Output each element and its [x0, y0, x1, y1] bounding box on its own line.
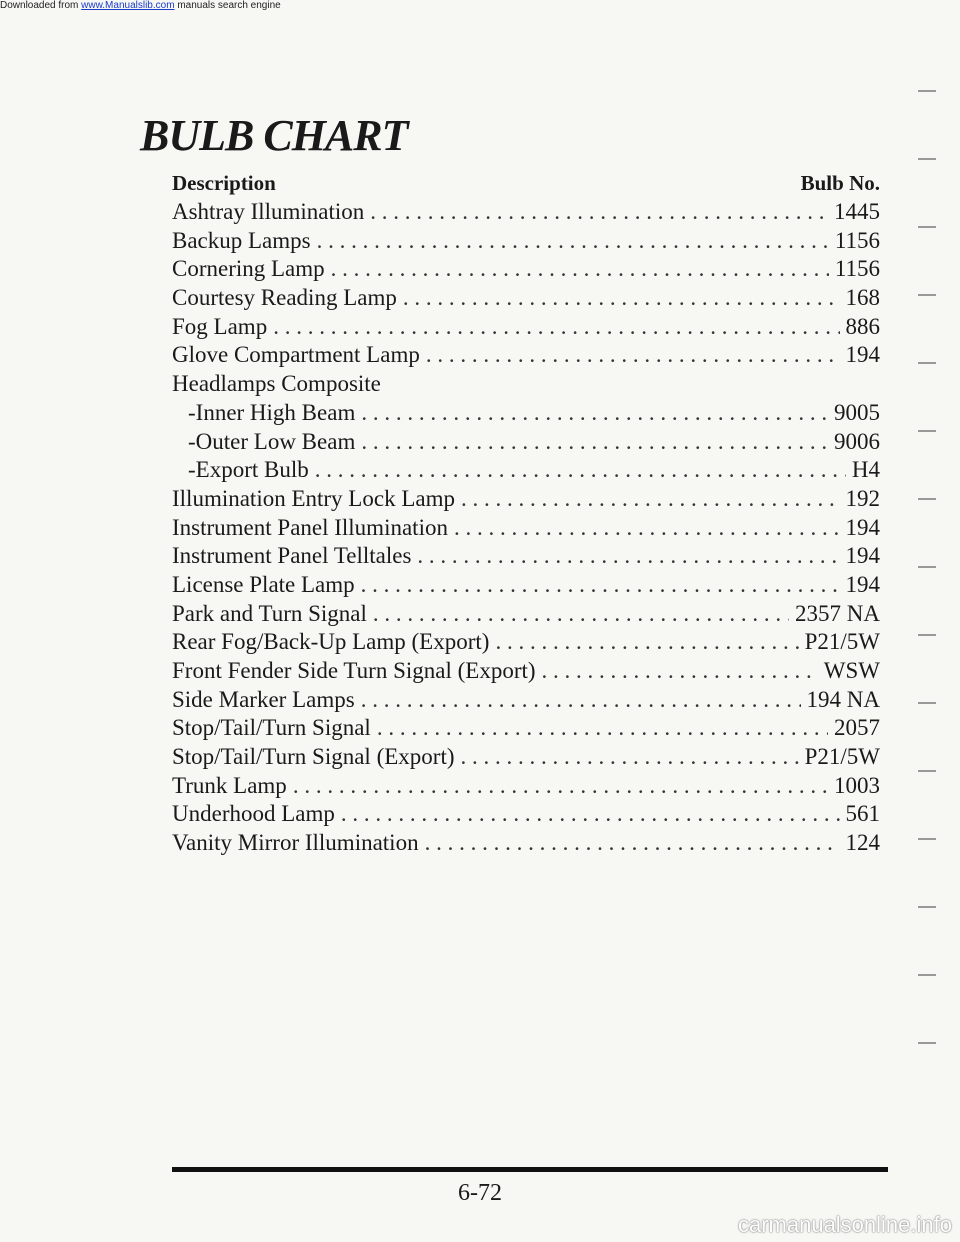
download-suffix: manuals search engine [177, 0, 281, 11]
dot-leader [542, 657, 818, 686]
row-bulb-number: 886 [845, 313, 880, 339]
table-row [172, 714, 880, 743]
dot-leader [373, 600, 789, 629]
row-description: Underhood Lamp [172, 801, 335, 827]
manualslib-link[interactable]: www.Manualslib.com [81, 0, 175, 11]
table-row [172, 255, 880, 284]
row-description: Front Fender Side Turn Signal (Export) [172, 658, 536, 683]
row-bulb-number: 1003 [834, 772, 880, 798]
dot-leader [331, 255, 829, 284]
row-bulb-number: P21/5W [804, 629, 880, 655]
footer-rule [172, 1167, 888, 1172]
row-description: Fog Lamp [172, 313, 268, 339]
dot-leader [377, 714, 828, 743]
row-bulb-number: 9006 [834, 428, 880, 454]
download-source-line [0, 0, 281, 11]
table-row [172, 772, 880, 801]
dot-leader [361, 686, 801, 715]
table-row [172, 600, 880, 629]
download-prefix: Downloaded from [0, 0, 79, 11]
dot-leader [315, 456, 846, 485]
row-description: Instrument Panel Illumination [172, 514, 448, 540]
bulb-chart-table [172, 168, 880, 858]
row-description: Side Marker Lamps [172, 686, 355, 712]
dot-leader [461, 743, 799, 772]
margin-marks [918, 90, 948, 1110]
row-bulb-number: 168 [845, 285, 880, 311]
row-description: Ashtray Illumination [172, 199, 365, 224]
description-column-header: Description [172, 171, 276, 195]
dot-leader [461, 485, 840, 514]
row-bulb-number: 2057 [834, 715, 880, 741]
page-number: 6-72 [458, 1180, 502, 1206]
row-description: Illumination Entry Lock Lamp [172, 485, 455, 511]
row-bulb-number: 194 [845, 514, 880, 540]
row-bulb-number: 194 [845, 342, 880, 368]
table-row [172, 743, 880, 772]
dot-leader [273, 313, 839, 342]
dot-leader [361, 428, 828, 457]
dot-leader [495, 628, 798, 657]
table-row [172, 485, 880, 514]
row-bulb-number: 1445 [834, 199, 880, 224]
row-description: Park and Turn Signal [172, 600, 367, 626]
row-description: Cornering Lamp [172, 256, 325, 282]
table-row [172, 542, 880, 571]
row-bulb-number: 194 [845, 543, 880, 569]
table-row [172, 313, 880, 342]
row-description: -Outer Low Beam [188, 428, 356, 454]
table-row [172, 628, 880, 657]
table-row [172, 399, 880, 428]
row-bulb-number: 194 NA [806, 686, 880, 712]
dot-leader [361, 399, 828, 428]
row-description: Vanity Mirror Illumination [172, 830, 419, 856]
table-row [172, 341, 880, 370]
row-bulb-number: 124 [845, 830, 880, 856]
page-title: BULB CHART [140, 111, 408, 160]
row-bulb-number: WSW [823, 658, 880, 683]
dot-leader [370, 198, 828, 227]
row-description: Courtesy Reading Lamp [172, 285, 397, 311]
row-description: Stop/Tail/Turn Signal (Export) [172, 744, 455, 770]
row-description: -Inner High Beam [188, 399, 356, 425]
table-row [172, 657, 880, 686]
bulb-number-column-header: Bulb No. [800, 171, 880, 195]
row-bulb-number: P21/5W [804, 744, 880, 770]
table-row [172, 198, 880, 227]
row-description: Stop/Tail/Turn Signal [172, 715, 371, 741]
row-description: Headlamps Composite [172, 371, 381, 397]
dot-leader [426, 341, 840, 370]
row-bulb-number: 1156 [834, 227, 880, 253]
table-row [172, 571, 880, 600]
row-description: Backup Lamps [172, 227, 311, 253]
row-description: Rear Fog/Back-Up Lamp (Export) [172, 629, 490, 655]
dot-leader [403, 284, 840, 313]
row-bulb-number: H4 [851, 457, 880, 483]
table-header [172, 168, 880, 198]
row-description: Glove Compartment Lamp [172, 342, 420, 368]
dot-leader [425, 829, 840, 858]
dot-leader [417, 542, 839, 571]
dot-leader [454, 514, 840, 543]
row-bulb-number: 9005 [834, 399, 880, 425]
dot-leader [317, 227, 829, 256]
table-row [172, 514, 880, 543]
table-row [172, 370, 880, 399]
footer-watermark: carmanualsonline.info [737, 1212, 952, 1237]
row-description: Trunk Lamp [172, 772, 287, 798]
table-row [172, 800, 880, 829]
table-row [172, 428, 880, 457]
row-description: Instrument Panel Telltales [172, 543, 412, 569]
table-row [172, 227, 880, 256]
table-row [172, 829, 880, 858]
dot-leader [341, 800, 840, 829]
row-description: License Plate Lamp [172, 571, 355, 597]
bulb-chart-rows [172, 198, 880, 858]
row-bulb-number: 2357 NA [795, 600, 880, 626]
row-bulb-number: 194 [845, 571, 880, 597]
row-bulb-number: 561 [845, 801, 880, 827]
row-bulb-number: 192 [845, 485, 880, 511]
dot-leader [361, 571, 840, 600]
row-description: -Export Bulb [188, 457, 309, 483]
table-row [172, 686, 880, 715]
table-row [172, 284, 880, 313]
row-bulb-number: 1156 [834, 256, 880, 282]
table-row [172, 456, 880, 485]
dot-leader [293, 772, 828, 801]
